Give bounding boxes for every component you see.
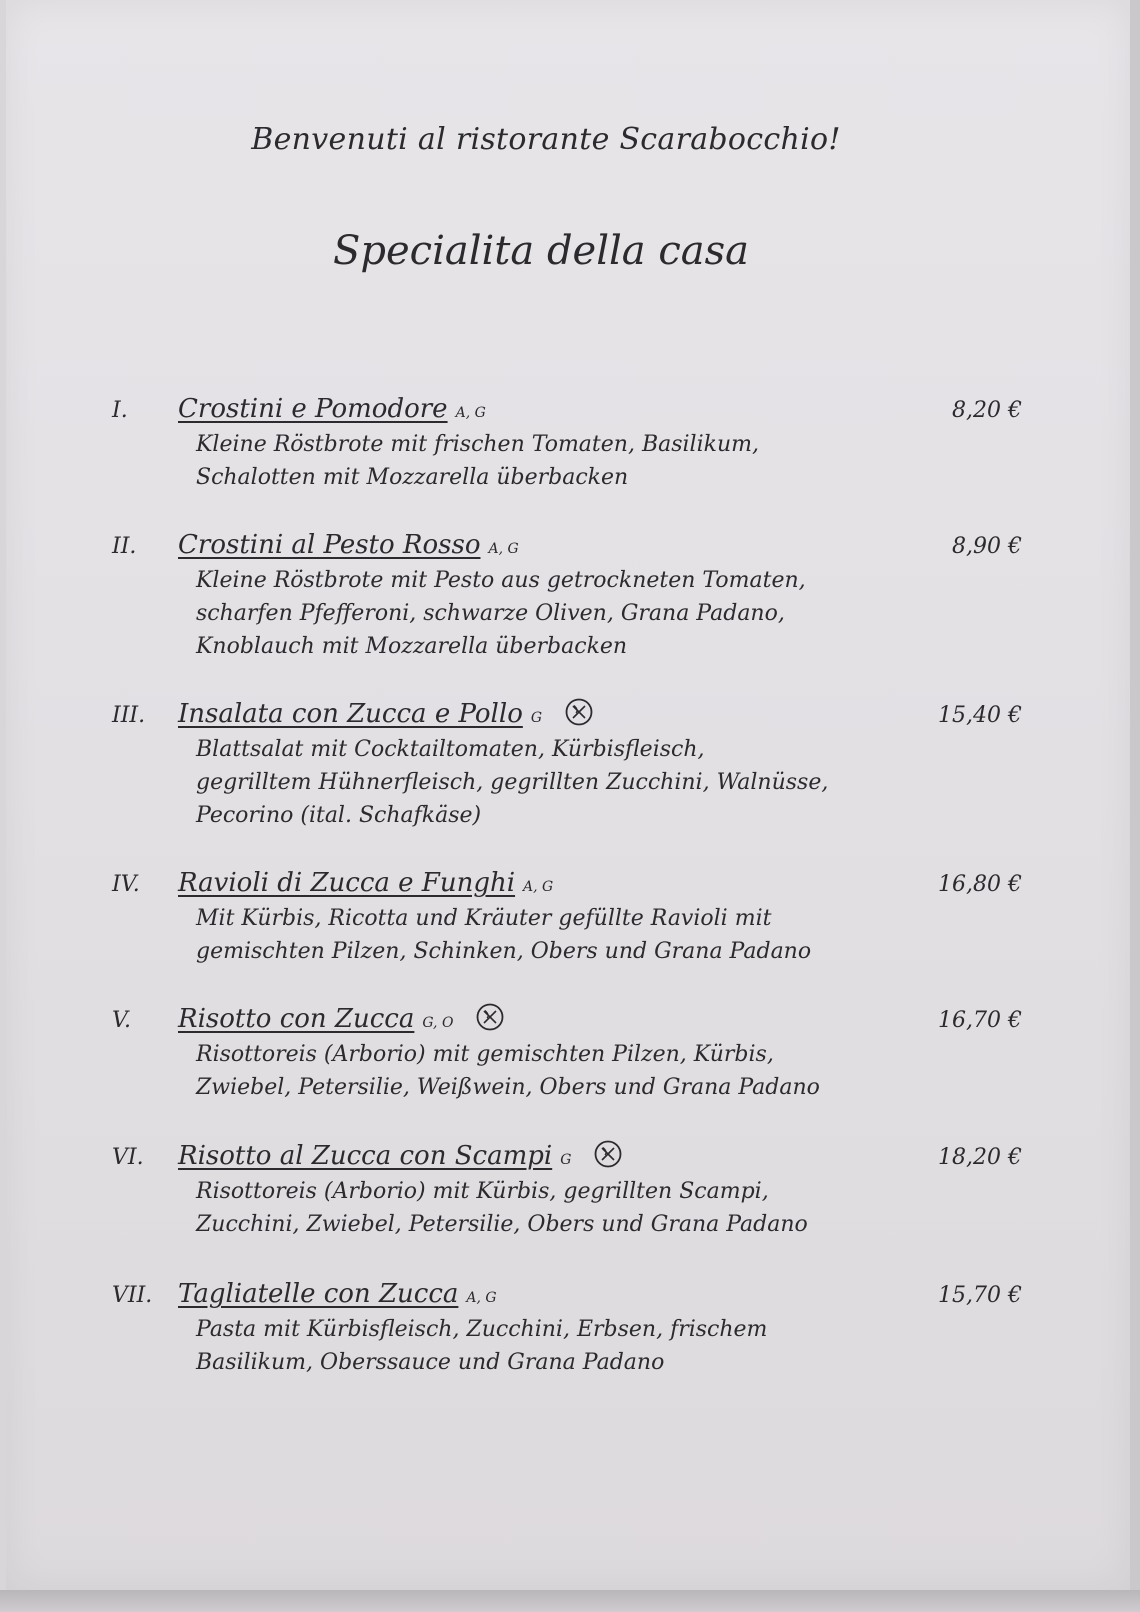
description-line: Kleine Röstbrote mit Pesto aus getrockneten Tomaten, <box>196 568 806 593</box>
allergen-codes: G <box>560 1151 572 1168</box>
dish-name: Crostini al Pesto Rosso <box>178 530 481 560</box>
description-line: Risottoreis (Arborio) mit Kürbis, gegrillten Scampi, <box>196 1179 769 1204</box>
gluten-free-icon <box>593 1139 623 1169</box>
dish-name: Insalata con Zucca e Pollo <box>178 699 523 729</box>
dish-name: Risotto al Zucca con Scampi <box>178 1141 553 1171</box>
allergen-codes: G, O <box>422 1014 454 1031</box>
welcome-heading: Benvenuti al ristorante Scarabocchio! <box>251 122 841 157</box>
item-numeral: II. <box>112 534 137 559</box>
item-name-line <box>178 394 486 424</box>
description-line: Pasta mit Kürbisfleisch, Zucchini, Erbsen, frischem <box>196 1317 768 1342</box>
dish-name: Ravioli di Zucca e Funghi <box>178 868 516 898</box>
allergen-codes: A, G <box>455 404 486 421</box>
item-description <box>196 902 996 968</box>
description-line: scharfen Pfefferoni, schwarze Oliven, Grana Padano, <box>196 601 785 626</box>
item-name-line <box>178 1141 623 1175</box>
item-description <box>196 1175 996 1241</box>
description-line: Risottoreis (Arborio) mit gemischten Pilzen, Kürbis, <box>196 1042 774 1067</box>
item-price: 8,20 € <box>952 398 1022 423</box>
item-numeral: IV. <box>112 872 140 897</box>
item-name-line <box>178 1004 505 1038</box>
item-name-line <box>178 699 594 733</box>
description-line: Zwiebel, Petersilie, Weißwein, Obers und Grana Padano <box>196 1075 820 1100</box>
item-name-line <box>178 1279 497 1309</box>
item-description <box>196 1038 996 1104</box>
menu-page <box>6 0 1130 1590</box>
item-description <box>196 564 996 663</box>
item-numeral: VI. <box>112 1145 144 1170</box>
item-price: 15,70 € <box>938 1283 1022 1308</box>
gluten-free-icon <box>475 1002 505 1032</box>
item-price: 16,70 € <box>938 1008 1022 1033</box>
item-numeral: VII. <box>112 1283 153 1308</box>
item-name-line <box>178 868 553 898</box>
item-price: 15,40 € <box>938 703 1022 728</box>
description-line: Mit Kürbis, Ricotta und Kräuter gefüllte Ravioli mit <box>196 906 772 931</box>
description-line: Basilikum, Oberssauce und Grana Padano <box>196 1350 665 1375</box>
paper-edge-right <box>1130 0 1140 1590</box>
page-title: Specialita della casa <box>333 228 749 274</box>
allergen-codes: A, G <box>523 878 554 895</box>
item-price: 18,20 € <box>938 1145 1022 1170</box>
description-line: gegrilltem Hühnerfleisch, gegrillten Zucchini, Walnüsse, <box>196 770 829 795</box>
description-line: Pecorino (ital. Schafkäse) <box>196 803 482 828</box>
item-numeral: I. <box>112 398 128 423</box>
gluten-free-icon <box>564 697 594 727</box>
dish-name: Risotto con Zucca <box>178 1004 415 1034</box>
description-line: gemischten Pilzen, Schinken, Obers und Grana Padano <box>196 939 812 964</box>
description-line: Knoblauch mit Mozzarella überbacken <box>196 634 628 659</box>
paper-edge-bottom <box>0 1590 1140 1612</box>
item-numeral: V. <box>112 1008 132 1033</box>
item-description <box>196 428 996 494</box>
item-description <box>196 1313 996 1379</box>
item-price: 16,80 € <box>938 872 1022 897</box>
description-line: Kleine Röstbrote mit frischen Tomaten, Basilikum, <box>196 432 759 457</box>
item-price: 8,90 € <box>952 534 1022 559</box>
dish-name: Crostini e Pomodore <box>178 394 448 424</box>
dish-name: Tagliatelle con Zucca <box>178 1279 459 1309</box>
item-numeral: III. <box>112 703 146 728</box>
allergen-codes: A, G <box>466 1289 497 1306</box>
description-line: Schalotten mit Mozzarella überbacken <box>196 465 629 490</box>
allergen-codes: A, G <box>488 540 519 557</box>
item-name-line <box>178 530 519 560</box>
description-line: Zucchini, Zwiebel, Petersilie, Obers und Grana Padano <box>196 1212 808 1237</box>
allergen-codes: G <box>530 709 543 726</box>
description-line: Blattsalat mit Cocktailtomaten, Kürbisfleisch, <box>196 737 705 762</box>
item-description <box>196 733 996 832</box>
